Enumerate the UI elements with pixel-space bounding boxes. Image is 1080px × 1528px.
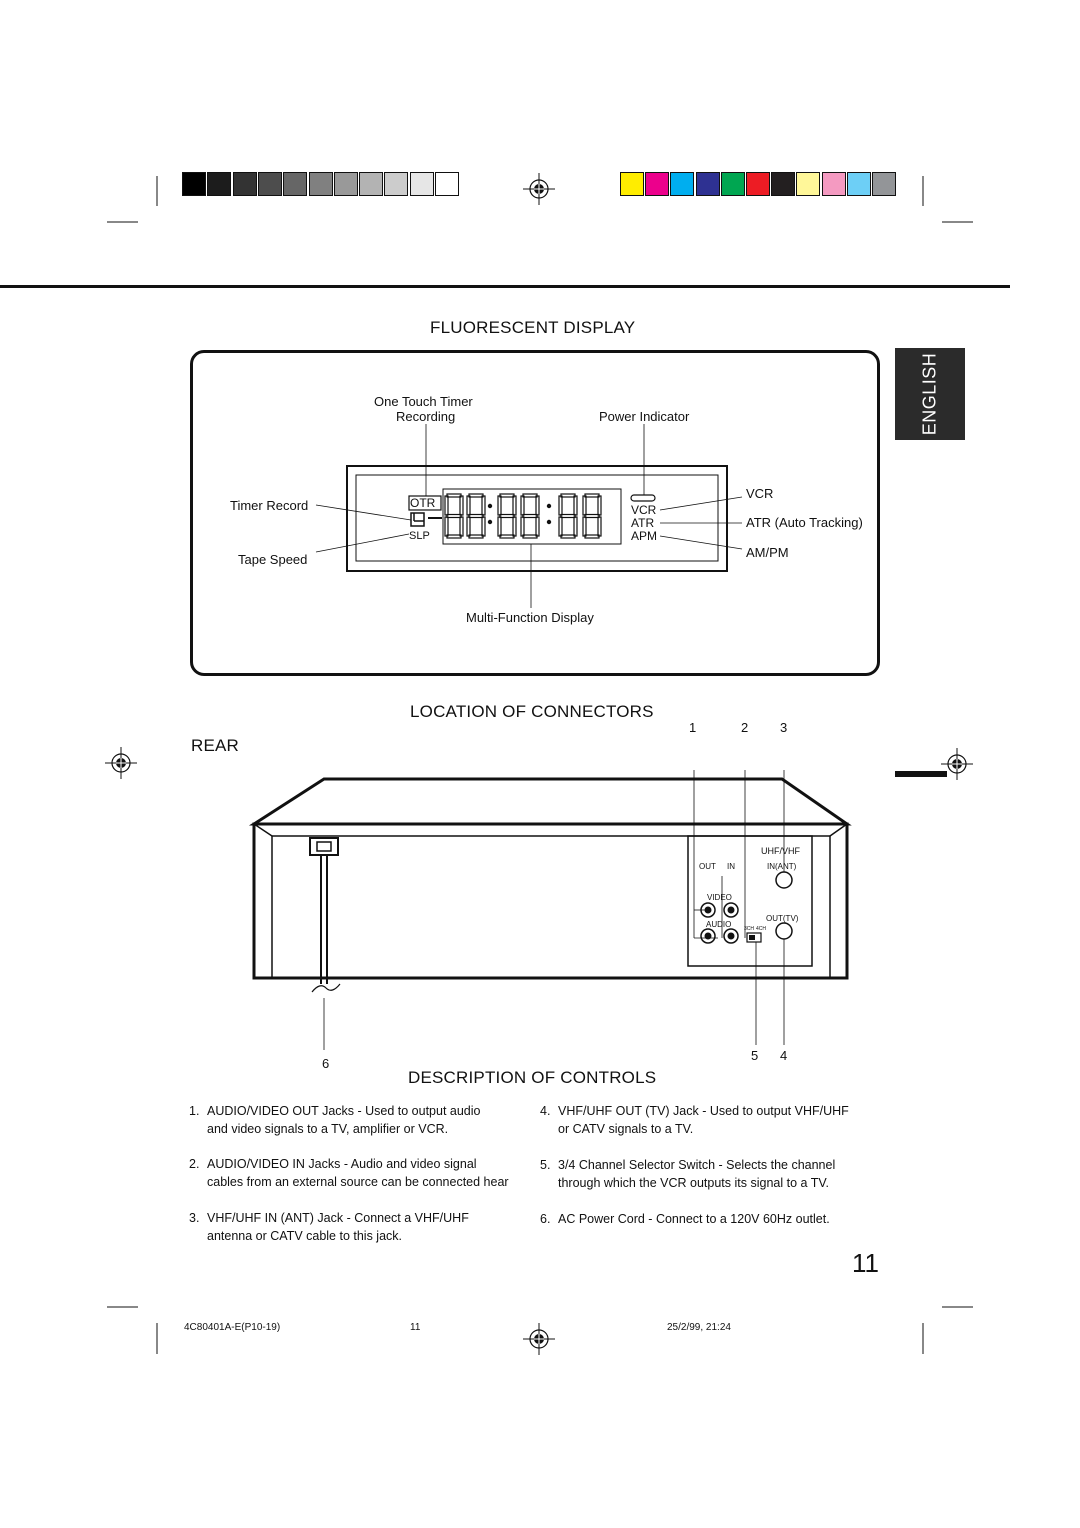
atr-label: ATR (Auto Tracking) [746, 515, 863, 530]
control-item-text: VHF/UHF OUT (TV) Jack - Used to output VHF/UHF or CATV signals to a TV. [558, 1104, 849, 1136]
display-segment [500, 515, 514, 518]
display-segment [523, 494, 537, 497]
color-chip [796, 172, 820, 196]
display-segment [469, 494, 483, 497]
display-segment [447, 515, 461, 518]
control-item-text: AUDIO/VIDEO OUT Jacks - Used to output audio and video signals to a TV, amplifier or VCR. [207, 1104, 481, 1136]
color-chip [283, 172, 307, 196]
color-chip [645, 172, 669, 196]
colon-dot [547, 520, 551, 524]
recording-label: Recording [396, 409, 456, 424]
atr-indicator: ATR [631, 516, 655, 530]
ch3-label: 3CH [744, 926, 755, 932]
video-label: VIDEO [707, 893, 732, 902]
display-segment [482, 517, 485, 536]
display-segment [500, 535, 514, 538]
control-item-number: 3. [189, 1211, 200, 1225]
out-label: OUT [699, 862, 716, 871]
color-chip [822, 172, 846, 196]
vcr-label: VCR [746, 486, 774, 501]
display-segment [467, 496, 470, 515]
display-segment [498, 517, 501, 536]
vcr-indicator: VCR [631, 503, 657, 517]
color-chip [771, 172, 795, 196]
color-chip [258, 172, 282, 196]
display-segment [585, 494, 599, 497]
color-chip [233, 172, 257, 196]
control-item-text: VHF/UHF IN (ANT) Jack - Connect a VHF/UHF antenna or CATV cable to this jack. [207, 1211, 469, 1243]
display-segment [445, 517, 448, 536]
colon-dot [488, 520, 492, 524]
display-segment [561, 535, 575, 538]
ch4-label: 4CH [756, 926, 767, 932]
page-number: 11 [852, 1248, 879, 1278]
description-of-controls-title: DESCRIPTION OF CONTROLS [408, 1068, 657, 1087]
display-segment [482, 496, 485, 515]
control-item-number: 4. [540, 1104, 551, 1118]
color-chip [309, 172, 333, 196]
display-segment [447, 494, 461, 497]
color-chip [334, 172, 358, 196]
display-segment [523, 515, 537, 518]
uhf-vhf-label: UHF/VHF [761, 846, 800, 856]
display-segment [469, 535, 483, 538]
footer-timestamp: 25/2/99, 21:24 [667, 1322, 731, 1333]
apm-indicator: APM [631, 529, 658, 543]
callout-1: 1 [689, 720, 697, 735]
ampm-label: AM/PM [746, 545, 789, 560]
color-chip [872, 172, 896, 196]
display-segment [598, 517, 601, 536]
rear-label: REAR [191, 736, 240, 755]
display-segment [523, 535, 537, 538]
header-rule [0, 285, 1010, 288]
power-indicator-label: Power Indicator [599, 409, 690, 424]
display-segment [559, 517, 562, 536]
display-segment [536, 517, 539, 536]
in-label: IN [727, 862, 735, 871]
tape-speed-label: Tape Speed [238, 552, 308, 567]
display-segment [585, 535, 599, 538]
timer-record-label: Timer Record [230, 498, 309, 513]
display-segment [561, 515, 575, 518]
display-segment [521, 517, 524, 536]
control-item-text: AC Power Cord - Connect to a 120V 60Hz outlet. [558, 1212, 830, 1226]
in-ant-label: IN(ANT) [767, 862, 797, 871]
color-chip [435, 172, 459, 196]
color-chip [207, 172, 231, 196]
display-segment [561, 494, 575, 497]
out-tv-label: OUT(TV) [766, 914, 799, 923]
side-marker-bar [895, 771, 947, 777]
display-segment [447, 535, 461, 538]
colon-dot [488, 504, 492, 508]
control-item-text: AUDIO/VIDEO IN Jacks - Audio and video signal cables from an external source can be connected hear [207, 1157, 509, 1189]
color-chip [670, 172, 694, 196]
color-chip [696, 172, 720, 196]
callout-3: 3 [780, 720, 788, 735]
audio-label: AUDIO [706, 920, 732, 929]
display-segment [559, 496, 562, 515]
display-segment [574, 496, 577, 515]
one-touch-timer-label: One Touch Timer [374, 394, 473, 409]
fluorescent-display-title: FLUORESCENT DISPLAY [430, 318, 636, 337]
display-segment [467, 517, 470, 536]
seven-segment-digits [443, 489, 623, 544]
control-item-number: 1. [189, 1104, 200, 1118]
control-item-number: 5. [540, 1158, 551, 1172]
control-item-text: 3/4 Channel Selector Switch - Selects the channel through which the VCR outputs its signal to a TV. [558, 1158, 836, 1190]
slp-indicator: SLP [409, 530, 430, 542]
registration-mark-icon [522, 1322, 556, 1356]
display-segment [469, 515, 483, 518]
location-of-connectors-title: LOCATION OF CONNECTORS [410, 702, 654, 721]
colon-dot [547, 504, 551, 508]
callout-6: 6 [322, 1056, 330, 1071]
display-segment [460, 496, 463, 515]
callout-2: 2 [741, 720, 749, 735]
display-segment [498, 496, 501, 515]
control-item-number: 2. [189, 1157, 200, 1171]
registration-mark-icon [522, 172, 556, 206]
language-tab-label: ENGLISH [919, 352, 940, 436]
color-chip [410, 172, 434, 196]
display-segment [513, 517, 516, 536]
display-segment [521, 496, 524, 515]
footer-document-code: 4C80401A-E(P10-19) [184, 1322, 281, 1333]
color-chip [182, 172, 206, 196]
display-segment [445, 496, 448, 515]
display-segment [500, 494, 514, 497]
color-chip [746, 172, 770, 196]
color-chip [847, 172, 871, 196]
multi-function-display-label: Multi-Function Display [466, 610, 594, 625]
control-item-number: 6. [540, 1212, 551, 1226]
display-segment [583, 517, 586, 536]
color-chip [620, 172, 644, 196]
display-segment [460, 517, 463, 536]
color-chip [359, 172, 383, 196]
registration-mark-icon [104, 746, 138, 780]
footer-page: 11 [410, 1322, 421, 1333]
language-tab [895, 348, 965, 440]
color-chip [721, 172, 745, 196]
display-segment [585, 515, 599, 518]
display-segment [574, 517, 577, 536]
callout-4: 4 [780, 1048, 788, 1063]
otr-indicator: OTR [410, 496, 436, 510]
display-segment [513, 496, 516, 515]
display-segment [598, 496, 601, 515]
callout-5: 5 [751, 1048, 759, 1063]
color-chip [384, 172, 408, 196]
display-segment [583, 496, 586, 515]
display-segment [536, 496, 539, 515]
